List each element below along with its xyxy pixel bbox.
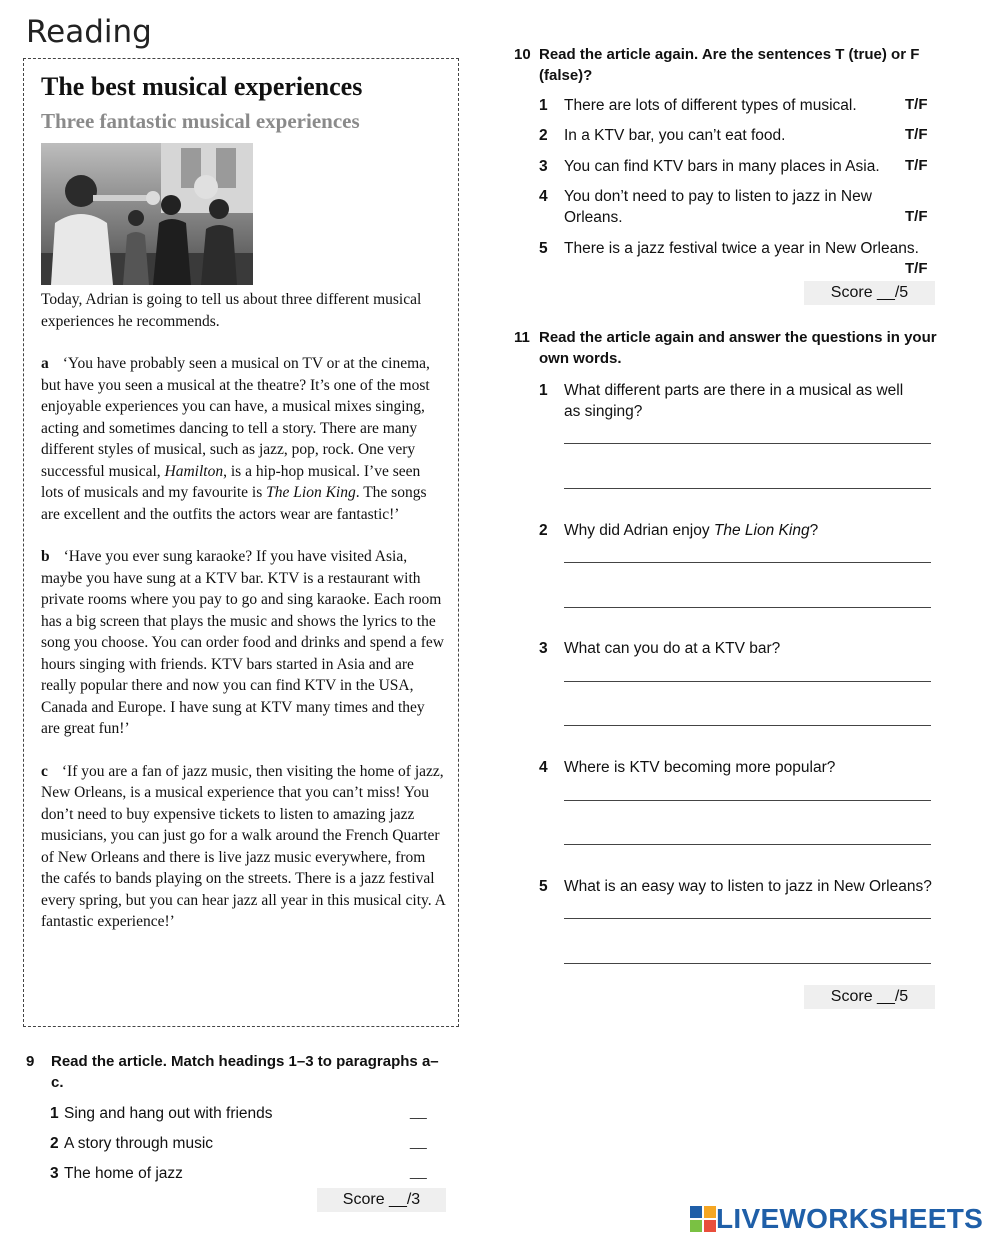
item-number: 2 bbox=[50, 1135, 59, 1152]
q10-tf-2[interactable]: T/F bbox=[905, 126, 928, 143]
item-number: 3 bbox=[539, 158, 548, 175]
item-number: 4 bbox=[539, 759, 548, 776]
q11-answer-line[interactable] bbox=[564, 844, 931, 845]
paragraph-text: ‘You have probably seen a musical on TV or at the cinema, but have you seen a musical at the theatre? It’s one of the most enjoyable experiences you can have, a musical mixes singing, acting and sometimes dancing to tell a story. There are many different styles of musical, such as jazz, pop, rock. One very successful musical, bbox=[41, 355, 430, 480]
musical-name: The Lion King bbox=[713, 522, 810, 539]
paragraph-text: , is a hip-hop musical. I’ve seen lots of musicals and my favourite is bbox=[41, 462, 421, 501]
item-text-part: Why did Adrian enjoy bbox=[564, 522, 714, 539]
jazz-band-photo bbox=[41, 143, 253, 285]
q10-instruction bbox=[514, 44, 944, 86]
question-text: Read the article again and answer the questions in your own words. bbox=[539, 329, 937, 367]
paragraph-letter: c bbox=[41, 762, 48, 780]
item-text: Sing and hang out with friends bbox=[64, 1105, 273, 1122]
question-text: Read the article again. Are the sentences T (true) or F (false)? bbox=[539, 46, 920, 84]
question-number: 10 bbox=[514, 46, 531, 63]
item-text: What is an easy way to listen to jazz in New Orleans? bbox=[564, 878, 932, 895]
paragraph-text: ‘Have you ever sung karaoke? If you have visited Asia, maybe you have sung at a KTV bar. KTV is a restaurant with private rooms where you pay to go and sing karaoke. Each room has a big screen that plays the music and shows the lyrics to the song you choose. You can order food and drinks and spend a few hours singing with friends. KTV bars started in Asia and are really popular there and now you can find KTV in the USA, Canada and Europe. I have sung at KTV many times and they are great fun!’ bbox=[41, 548, 444, 737]
q11-item-1 bbox=[539, 380, 939, 422]
article-box bbox=[23, 58, 459, 1027]
item-number: 1 bbox=[50, 1105, 59, 1122]
q9-answer-blank-2[interactable]: __ bbox=[410, 1133, 427, 1150]
item-text: What can you do at a KTV bar? bbox=[564, 640, 781, 657]
q10-tf-1[interactable]: T/F bbox=[905, 96, 928, 113]
q10-item-4 bbox=[539, 186, 939, 228]
q10-tf-4[interactable]: T/F bbox=[905, 208, 928, 225]
musical-name: The Lion King bbox=[266, 484, 356, 501]
item-number: 3 bbox=[539, 640, 548, 657]
paragraph-letter: a bbox=[41, 355, 49, 372]
q11-answer-line[interactable] bbox=[564, 725, 931, 726]
item-number: 5 bbox=[539, 878, 548, 895]
item-text-part: ? bbox=[809, 522, 819, 539]
item-text: There is a jazz festival twice a year in New Orleans. bbox=[564, 240, 919, 257]
item-text: as singing? bbox=[564, 403, 643, 420]
item-number: 1 bbox=[539, 97, 548, 114]
liveworksheets-logo-icon bbox=[690, 1206, 716, 1232]
item-text: You can find KTV bars in many places in Asia. bbox=[564, 158, 880, 175]
item-text bbox=[564, 520, 818, 541]
q11-answer-line[interactable] bbox=[564, 607, 931, 608]
question-number: 9 bbox=[26, 1053, 35, 1070]
q9-answer-blank-3[interactable]: __ bbox=[410, 1163, 427, 1180]
item-text: What different parts are there in a musical as well bbox=[564, 382, 904, 399]
q11-answer-line[interactable] bbox=[564, 443, 931, 444]
article-intro: Today, Adrian is going to tell us about three different musical experiences he recommends. bbox=[41, 291, 422, 330]
article-paragraph-a bbox=[41, 353, 446, 525]
paragraph-text: . The songs are excellent and the outfits the actors wear are fantastic!’ bbox=[41, 484, 427, 523]
question-text: Read the article. Match headings 1–3 to paragraphs a–c. bbox=[51, 1053, 439, 1091]
q11-answer-line[interactable] bbox=[564, 562, 931, 563]
item-number: 5 bbox=[539, 240, 548, 257]
q10-tf-5[interactable]: T/F bbox=[905, 260, 928, 277]
item-text: In a KTV bar, you can’t eat food. bbox=[564, 127, 786, 144]
musical-name: Hamilton bbox=[164, 462, 224, 480]
q9-answer-blank-1[interactable]: __ bbox=[410, 1103, 427, 1120]
q11-answer-line[interactable] bbox=[564, 800, 931, 801]
q11-answer-line[interactable] bbox=[564, 918, 931, 919]
q9-instruction bbox=[26, 1051, 446, 1093]
item-text: A story through music bbox=[64, 1135, 214, 1152]
article-subtitle: Three fantastic musical experiences bbox=[41, 109, 360, 133]
question-number: 11 bbox=[514, 329, 530, 346]
q11-instruction bbox=[514, 327, 944, 369]
item-number: 1 bbox=[539, 382, 548, 399]
item-number: 4 bbox=[539, 188, 548, 205]
article-paragraph-b bbox=[41, 546, 446, 740]
q11-answer-line[interactable] bbox=[564, 681, 931, 682]
item-text: Where is KTV becoming more popular? bbox=[564, 759, 836, 776]
paragraph-letter: b bbox=[41, 548, 50, 565]
q10-score-box: Score __/5 bbox=[804, 281, 935, 305]
item-text: You don’t need to pay to listen to jazz in New bbox=[564, 188, 872, 205]
section-heading: Reading bbox=[26, 14, 152, 50]
liveworksheets-logo-text: LIVEWORKSHEETS bbox=[716, 1203, 984, 1234]
q9-score-box: Score __/3 bbox=[317, 1188, 446, 1212]
item-number: 3 bbox=[50, 1165, 59, 1182]
q11-answer-line[interactable] bbox=[564, 963, 931, 964]
item-number: 2 bbox=[539, 522, 548, 539]
q10-tf-3[interactable]: T/F bbox=[905, 157, 928, 174]
q11-answer-line[interactable] bbox=[564, 488, 931, 489]
paragraph-text: ‘If you are a fan of jazz music, then visiting the home of jazz, New Orleans, is a musical experience that you can’t miss! You don’t need to buy expensive tickets to listen to amazing jazz musicians, you can just go for a walk around the French Quarter of New Orleans and there is live jazz music everywhere, from the cafés to bands playing on the streets. There is a jazz festival every spring, but you can hear jazz all year in this musical city. A fantastic experience!’ bbox=[41, 762, 446, 930]
article-title: The best musical experiences bbox=[41, 72, 363, 101]
q11-score-box: Score __/5 bbox=[804, 985, 935, 1009]
item-number: 2 bbox=[539, 127, 548, 144]
article-paragraph-c bbox=[41, 761, 446, 933]
item-text: Orleans. bbox=[564, 209, 623, 226]
item-text: The home of jazz bbox=[64, 1165, 183, 1182]
liveworksheets-logo bbox=[690, 1203, 983, 1235]
item-text: There are lots of different types of musical. bbox=[564, 97, 857, 114]
